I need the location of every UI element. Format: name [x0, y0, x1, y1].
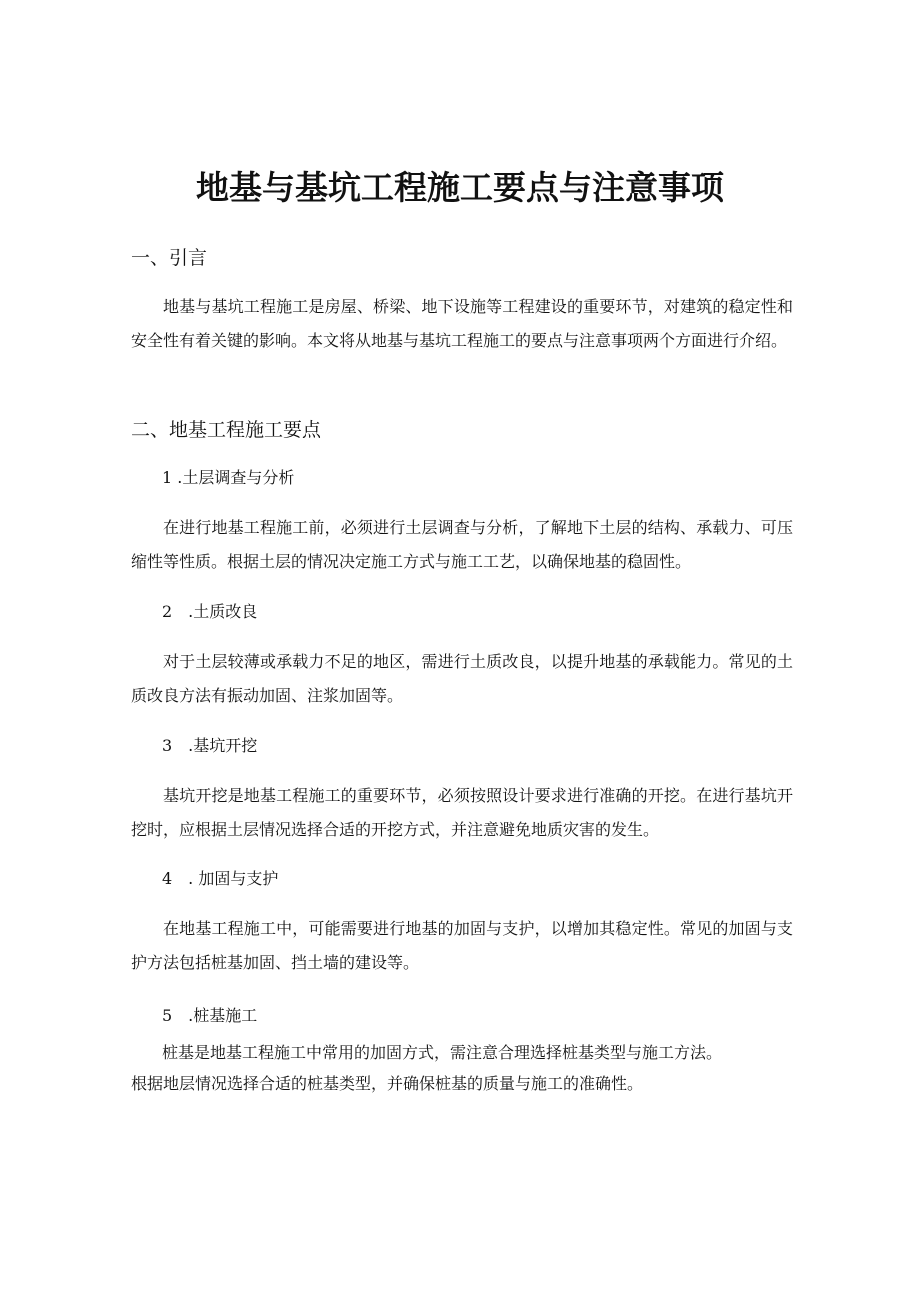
- paragraph-pile-construction-line-2: 根据地层情况选择合适的桩基类型，并确保桩基的质量与施工的准确性。: [131, 1074, 644, 1093]
- document-title: 地基与基坑工程施工要点与注意事项: [196, 168, 724, 207]
- paragraph-soil-improvement: 对于土层较薄或承载力不足的地区，需进行土质改良，以提升地基的承载能力。常见的土质改良方法有振动加固、注浆加固等。: [131, 652, 793, 705]
- item-label-reinforcement-support: 4 . 加固与支护: [162, 869, 279, 888]
- item-label-soil-improvement: 2 .土质改良: [162, 602, 258, 621]
- section-heading-foundation-points: 二、地基工程施工要点: [131, 419, 322, 441]
- item-label-pit-excavation: 3 .基坑开挖: [162, 736, 258, 755]
- paragraph-reinforcement-support: 在地基工程施工中，可能需要进行地基的加固与支护，以增加其稳定性。常见的加固与支护方法包括桩基加固、挡土墙的建设等。: [131, 919, 793, 972]
- introduction-paragraph: 地基与基坑工程施工是房屋、桥梁、地下设施等工程建设的重要环节，对建筑的稳定性和安全性有着关键的影响。本文将从地基与基坑工程施工的要点与注意事项两个方面进行介绍。: [131, 297, 793, 350]
- section-heading-introduction: 一、引言: [131, 247, 208, 269]
- paragraph-pit-excavation: 基坑开挖是地基工程施工的重要环节，必须按照设计要求进行准确的开挖。在进行基坑开挖时，应根据土层情况选择合适的开挖方式，并注意避免地质灾害的发生。: [131, 786, 793, 839]
- item-label-pile-construction: 5 .桩基施工: [162, 1006, 258, 1025]
- paragraph-soil-survey: 在进行地基工程施工前，必须进行土层调查与分析，了解地下土层的结构、承载力、可压缩性等性质。根据土层的情况决定施工方式与施工工艺，以确保地基的稳固性。: [131, 518, 793, 571]
- paragraph-pile-construction-line-1: 桩基是地基工程施工中常用的加固方式，需注意合理选择桩基类型与施工方法。: [162, 1043, 723, 1062]
- item-label-soil-survey: 1 .土层调查与分析: [162, 468, 295, 487]
